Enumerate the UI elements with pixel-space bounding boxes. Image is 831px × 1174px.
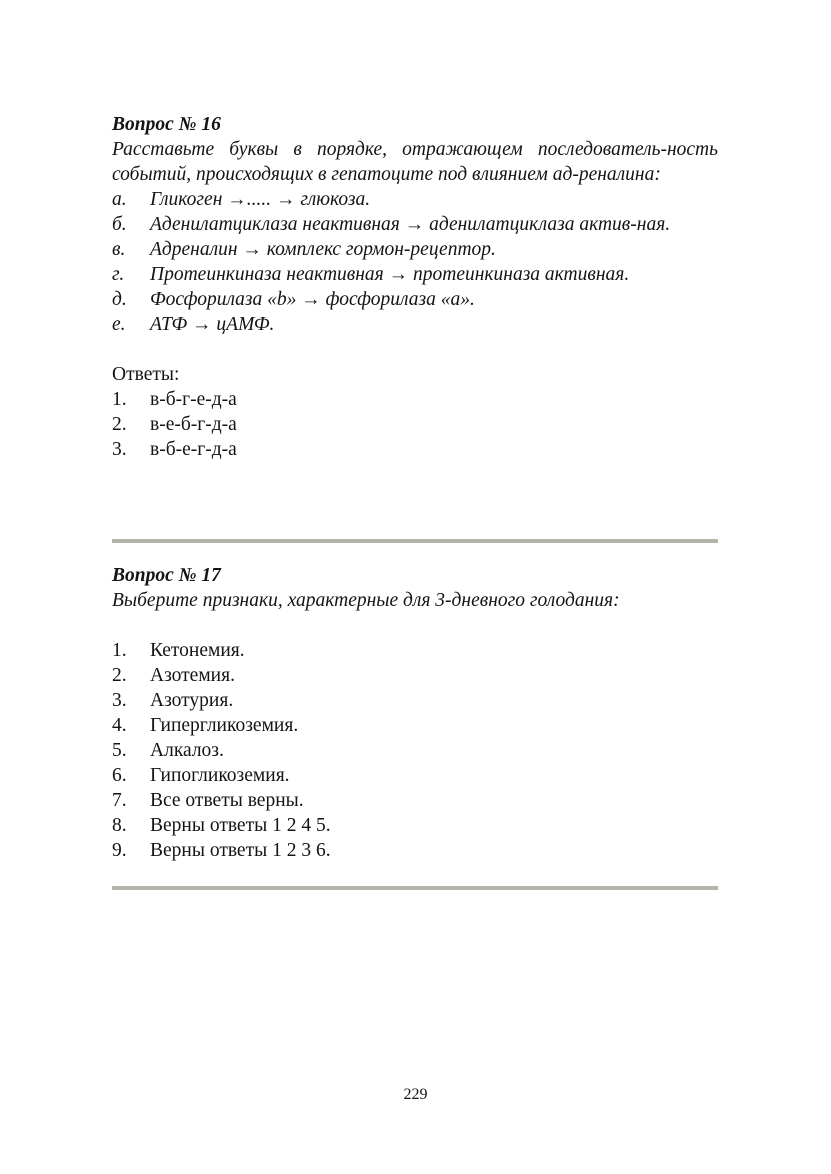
- item-marker: 5.: [112, 740, 127, 761]
- answer-option: [112, 813, 718, 838]
- item-text: в-е-б-г-д-а: [150, 414, 237, 435]
- answer-option: [112, 713, 718, 738]
- item-marker: 2.: [112, 414, 127, 435]
- answer-option: [112, 387, 718, 412]
- answer-option: [112, 763, 718, 788]
- item-text: Аденилатциклаза неактивная → аденилатциклаза актив-ная.: [150, 214, 671, 235]
- item-text: Кетонемия.: [150, 640, 245, 661]
- answer-option: [112, 663, 718, 688]
- item-marker: 2.: [112, 665, 127, 686]
- item-text: Азотурия.: [150, 690, 234, 711]
- question-prompt: Расставьте буквы в порядке, отражающем последователь-ность событий, происходящих в гепатоците под влиянием ад-реналина:: [112, 139, 718, 185]
- item-marker: б.: [112, 214, 127, 235]
- item-text: в-б-е-г-д-а: [150, 439, 237, 460]
- item-marker: 3.: [112, 439, 127, 460]
- question-title: Вопрос № 16: [112, 114, 221, 135]
- question-16: [112, 112, 718, 462]
- item-text: Гипогликоземия.: [150, 765, 290, 786]
- item-text: Гликоген →..... → глюкоза.: [150, 189, 371, 210]
- spacer: [112, 613, 718, 638]
- item-text: Адреналин → комплекс гормон-рецептор.: [150, 239, 496, 260]
- page-number: 229: [403, 1086, 428, 1103]
- answer-option: [112, 738, 718, 763]
- list-item: [112, 312, 718, 337]
- question-title: Вопрос № 17: [112, 565, 221, 586]
- item-marker: д.: [112, 289, 127, 310]
- item-marker: 8.: [112, 815, 127, 836]
- item-marker: в.: [112, 239, 126, 260]
- item-text: Фосфорилаза «b» → фосфорилаза «а».: [150, 289, 475, 310]
- item-marker: а.: [112, 189, 127, 210]
- item-text: Гипергликоземия.: [150, 715, 299, 736]
- list-item: [112, 237, 718, 262]
- item-marker: 6.: [112, 765, 127, 786]
- question-prompt: Выберите признаки, характерные для 3-дневного голодания:: [112, 590, 620, 611]
- item-text: Верны ответы 1 2 3 6.: [150, 840, 331, 861]
- section-divider: [112, 539, 718, 543]
- item-text: Верны ответы 1 2 4 5.: [150, 815, 331, 836]
- item-marker: 4.: [112, 715, 127, 736]
- item-marker: 9.: [112, 840, 127, 861]
- section-divider: [112, 886, 718, 890]
- spacer: [112, 337, 718, 362]
- page-content: [112, 112, 718, 861]
- item-text: в-б-г-е-д-а: [150, 389, 237, 410]
- answer-option: [112, 437, 718, 462]
- item-marker: 3.: [112, 690, 127, 711]
- answer-option: [112, 412, 718, 437]
- list-item: [112, 212, 718, 237]
- item-marker: 1.: [112, 640, 127, 661]
- list-item: [112, 262, 718, 287]
- item-text: Азотемия.: [150, 665, 235, 686]
- question-17: [112, 563, 718, 863]
- item-marker: 1.: [112, 389, 127, 410]
- item-text: Алкалоз.: [150, 740, 224, 761]
- answer-option: [112, 788, 718, 813]
- item-marker: г.: [112, 264, 125, 285]
- list-item: [112, 287, 718, 312]
- answer-option: [112, 838, 718, 863]
- item-marker: е.: [112, 314, 126, 335]
- item-text: Все ответы верны.: [150, 790, 304, 811]
- item-marker: 7.: [112, 790, 127, 811]
- answer-option: [112, 688, 718, 713]
- item-text: АТФ → цАМФ.: [150, 314, 275, 335]
- item-text: Протеинкиназа неактивная → протеинкиназа активная.: [150, 264, 630, 285]
- list-item: [112, 187, 718, 212]
- answer-option: [112, 638, 718, 663]
- answers-label: Ответы:: [112, 364, 180, 385]
